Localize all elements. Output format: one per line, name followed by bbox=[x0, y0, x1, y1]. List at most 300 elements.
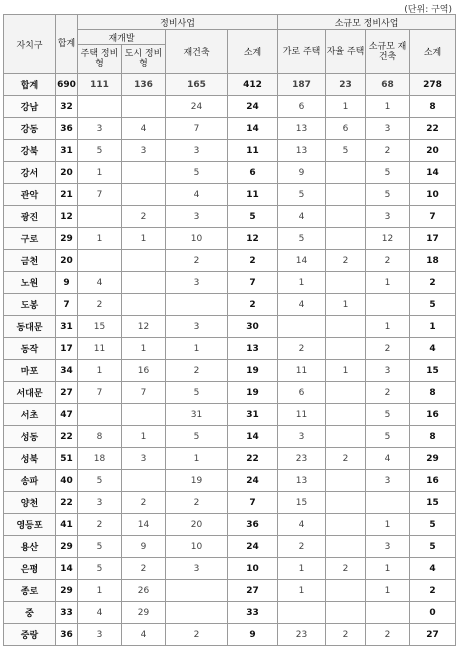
cell-sub1: 36 bbox=[228, 514, 278, 536]
table-row bbox=[4, 536, 456, 558]
cell-name: 동작 bbox=[4, 338, 56, 360]
cell-total: 29 bbox=[56, 536, 78, 558]
table-row bbox=[4, 96, 456, 118]
cell-housing bbox=[78, 250, 122, 272]
cell-small bbox=[366, 492, 410, 514]
cell-sub1: 33 bbox=[228, 602, 278, 624]
cell-housing: 3 bbox=[78, 492, 122, 514]
cell-recon bbox=[166, 580, 228, 602]
cell-small: 1 bbox=[366, 272, 410, 294]
table-row bbox=[4, 316, 456, 338]
cell-auto bbox=[326, 536, 366, 558]
cell-small: 5 bbox=[366, 404, 410, 426]
cell-recon bbox=[166, 602, 228, 624]
cell-name: 양천 bbox=[4, 492, 56, 514]
cell-auto: 23 bbox=[326, 74, 366, 96]
cell-small: 5 bbox=[366, 162, 410, 184]
cell-street: 4 bbox=[278, 514, 326, 536]
cell-sub1: 27 bbox=[228, 580, 278, 602]
header-urban: 도시 정비형 bbox=[122, 45, 166, 74]
table-body bbox=[4, 74, 456, 646]
cell-housing: 5 bbox=[78, 470, 122, 492]
cell-total: 31 bbox=[56, 140, 78, 162]
cell-sub1: 7 bbox=[228, 492, 278, 514]
table-row bbox=[4, 624, 456, 646]
cell-recon: 10 bbox=[166, 228, 228, 250]
cell-urban: 16 bbox=[122, 360, 166, 382]
cell-street: 13 bbox=[278, 470, 326, 492]
cell-small: 3 bbox=[366, 360, 410, 382]
cell-sub1: 24 bbox=[228, 536, 278, 558]
cell-sub2: 20 bbox=[410, 140, 456, 162]
cell-recon: 19 bbox=[166, 470, 228, 492]
cell-housing: 7 bbox=[78, 184, 122, 206]
header-small-recon: 소규모 재건축 bbox=[366, 30, 410, 74]
cell-sub1: 2 bbox=[228, 250, 278, 272]
cell-housing: 1 bbox=[78, 580, 122, 602]
cell-auto: 2 bbox=[326, 558, 366, 580]
cell-recon: 2 bbox=[166, 492, 228, 514]
cell-urban bbox=[122, 96, 166, 118]
cell-recon: 10 bbox=[166, 536, 228, 558]
cell-sub1: 11 bbox=[228, 184, 278, 206]
cell-sub1: 9 bbox=[228, 624, 278, 646]
table-row bbox=[4, 558, 456, 580]
cell-auto: 2 bbox=[326, 250, 366, 272]
cell-small: 2 bbox=[366, 140, 410, 162]
cell-small: 1 bbox=[366, 558, 410, 580]
table-row bbox=[4, 426, 456, 448]
cell-name: 은평 bbox=[4, 558, 56, 580]
cell-small: 2 bbox=[366, 338, 410, 360]
cell-urban: 1 bbox=[122, 228, 166, 250]
header-housing: 주택 정비형 bbox=[78, 45, 122, 74]
cell-urban bbox=[122, 184, 166, 206]
cell-total: 29 bbox=[56, 228, 78, 250]
cell-housing: 7 bbox=[78, 382, 122, 404]
cell-name: 용산 bbox=[4, 536, 56, 558]
cell-recon: 7 bbox=[166, 118, 228, 140]
cell-auto bbox=[326, 580, 366, 602]
cell-sub2: 5 bbox=[410, 514, 456, 536]
cell-auto: 6 bbox=[326, 118, 366, 140]
cell-total: 32 bbox=[56, 96, 78, 118]
cell-recon: 20 bbox=[166, 514, 228, 536]
cell-sub1: 19 bbox=[228, 382, 278, 404]
table-row bbox=[4, 294, 456, 316]
cell-street bbox=[278, 602, 326, 624]
header-small: 소규모 정비사업 bbox=[278, 15, 456, 30]
table-row bbox=[4, 272, 456, 294]
header-reconstruction: 재건축 bbox=[166, 30, 228, 74]
cell-name: 동대문 bbox=[4, 316, 56, 338]
cell-street: 1 bbox=[278, 580, 326, 602]
cell-street: 4 bbox=[278, 294, 326, 316]
cell-street bbox=[278, 316, 326, 338]
cell-sub1: 13 bbox=[228, 338, 278, 360]
cell-sub2: 5 bbox=[410, 294, 456, 316]
cell-name: 강북 bbox=[4, 140, 56, 162]
cell-total: 9 bbox=[56, 272, 78, 294]
header-maintenance: 정비사업 bbox=[78, 15, 278, 30]
cell-street: 11 bbox=[278, 360, 326, 382]
cell-sub2: 16 bbox=[410, 470, 456, 492]
cell-housing: 11 bbox=[78, 338, 122, 360]
cell-housing: 4 bbox=[78, 602, 122, 624]
cell-sub2: 4 bbox=[410, 338, 456, 360]
cell-total: 40 bbox=[56, 470, 78, 492]
cell-housing: 1 bbox=[78, 162, 122, 184]
header-redevelopment: 재개발 bbox=[78, 30, 166, 45]
cell-sub1: 11 bbox=[228, 140, 278, 162]
header-district: 자치구 bbox=[4, 15, 56, 74]
cell-recon: 5 bbox=[166, 162, 228, 184]
cell-urban: 12 bbox=[122, 316, 166, 338]
cell-housing: 8 bbox=[78, 426, 122, 448]
cell-sub2: 17 bbox=[410, 228, 456, 250]
cell-recon: 5 bbox=[166, 426, 228, 448]
cell-sub1: 412 bbox=[228, 74, 278, 96]
cell-sub1: 24 bbox=[228, 470, 278, 492]
cell-sub2: 0 bbox=[410, 602, 456, 624]
cell-street: 5 bbox=[278, 184, 326, 206]
cell-total: 21 bbox=[56, 184, 78, 206]
cell-recon: 1 bbox=[166, 338, 228, 360]
cell-auto bbox=[326, 228, 366, 250]
cell-street: 1 bbox=[278, 272, 326, 294]
cell-urban: 4 bbox=[122, 624, 166, 646]
cell-small: 5 bbox=[366, 184, 410, 206]
table-row bbox=[4, 448, 456, 470]
cell-small: 68 bbox=[366, 74, 410, 96]
cell-sub2: 8 bbox=[410, 96, 456, 118]
cell-auto bbox=[326, 492, 366, 514]
cell-small: 5 bbox=[366, 426, 410, 448]
cell-sub2: 8 bbox=[410, 426, 456, 448]
cell-sub1: 14 bbox=[228, 118, 278, 140]
cell-name: 성북 bbox=[4, 448, 56, 470]
header-total: 합계 bbox=[56, 15, 78, 74]
cell-street: 11 bbox=[278, 404, 326, 426]
cell-total: 31 bbox=[56, 316, 78, 338]
table-row bbox=[4, 184, 456, 206]
cell-street: 14 bbox=[278, 250, 326, 272]
cell-urban bbox=[122, 470, 166, 492]
table-row bbox=[4, 118, 456, 140]
cell-auto: 1 bbox=[326, 96, 366, 118]
cell-sub2: 2 bbox=[410, 272, 456, 294]
table-row bbox=[4, 602, 456, 624]
cell-sub1: 6 bbox=[228, 162, 278, 184]
cell-auto bbox=[326, 470, 366, 492]
cell-housing: 3 bbox=[78, 624, 122, 646]
cell-total: 14 bbox=[56, 558, 78, 580]
cell-street: 9 bbox=[278, 162, 326, 184]
cell-name: 송파 bbox=[4, 470, 56, 492]
cell-street: 6 bbox=[278, 96, 326, 118]
unit-label: (단위: 구역) bbox=[404, 5, 452, 15]
header-subtotal2: 소계 bbox=[410, 30, 456, 74]
table-row bbox=[4, 514, 456, 536]
cell-urban: 9 bbox=[122, 536, 166, 558]
cell-housing: 1 bbox=[78, 360, 122, 382]
cell-total: 41 bbox=[56, 514, 78, 536]
cell-total: 17 bbox=[56, 338, 78, 360]
cell-urban bbox=[122, 162, 166, 184]
cell-total: 36 bbox=[56, 624, 78, 646]
cell-total: 36 bbox=[56, 118, 78, 140]
cell-housing bbox=[78, 96, 122, 118]
table-row bbox=[4, 404, 456, 426]
header-autonomous: 자율 주택 bbox=[326, 30, 366, 74]
cell-housing: 5 bbox=[78, 140, 122, 162]
cell-urban: 1 bbox=[122, 426, 166, 448]
sum-row bbox=[4, 74, 456, 96]
table-row bbox=[4, 250, 456, 272]
cell-recon: 3 bbox=[166, 206, 228, 228]
cell-total: 20 bbox=[56, 250, 78, 272]
cell-recon: 2 bbox=[166, 360, 228, 382]
cell-housing: 3 bbox=[78, 118, 122, 140]
table-row bbox=[4, 338, 456, 360]
cell-total: 22 bbox=[56, 426, 78, 448]
cell-auto bbox=[326, 184, 366, 206]
cell-sub2: 18 bbox=[410, 250, 456, 272]
cell-name: 금천 bbox=[4, 250, 56, 272]
cell-recon bbox=[166, 294, 228, 316]
cell-name: 영등포 bbox=[4, 514, 56, 536]
cell-sub1: 7 bbox=[228, 272, 278, 294]
cell-sub2: 278 bbox=[410, 74, 456, 96]
cell-auto bbox=[326, 404, 366, 426]
cell-street: 13 bbox=[278, 140, 326, 162]
cell-street: 4 bbox=[278, 206, 326, 228]
cell-auto: 1 bbox=[326, 360, 366, 382]
cell-urban: 14 bbox=[122, 514, 166, 536]
cell-name: 성동 bbox=[4, 426, 56, 448]
cell-housing: 15 bbox=[78, 316, 122, 338]
cell-urban: 7 bbox=[122, 382, 166, 404]
cell-sub2: 22 bbox=[410, 118, 456, 140]
cell-auto bbox=[326, 272, 366, 294]
cell-urban bbox=[122, 250, 166, 272]
cell-auto: 1 bbox=[326, 294, 366, 316]
cell-small: 2 bbox=[366, 250, 410, 272]
cell-auto bbox=[326, 514, 366, 536]
cell-recon: 4 bbox=[166, 184, 228, 206]
cell-recon: 2 bbox=[166, 250, 228, 272]
cell-small: 2 bbox=[366, 624, 410, 646]
cell-housing: 2 bbox=[78, 294, 122, 316]
cell-name: 강남 bbox=[4, 96, 56, 118]
cell-name: 도봉 bbox=[4, 294, 56, 316]
cell-sub1: 22 bbox=[228, 448, 278, 470]
cell-urban: 3 bbox=[122, 140, 166, 162]
cell-name: 노원 bbox=[4, 272, 56, 294]
cell-sub1: 30 bbox=[228, 316, 278, 338]
cell-total: 34 bbox=[56, 360, 78, 382]
cell-auto: 2 bbox=[326, 624, 366, 646]
cell-sub1: 12 bbox=[228, 228, 278, 250]
table-row bbox=[4, 162, 456, 184]
cell-housing: 1 bbox=[78, 228, 122, 250]
cell-urban: 29 bbox=[122, 602, 166, 624]
cell-recon: 3 bbox=[166, 272, 228, 294]
cell-urban: 1 bbox=[122, 338, 166, 360]
cell-sub2: 27 bbox=[410, 624, 456, 646]
cell-small: 3 bbox=[366, 206, 410, 228]
cell-street: 187 bbox=[278, 74, 326, 96]
cell-total: 690 bbox=[56, 74, 78, 96]
cell-housing: 4 bbox=[78, 272, 122, 294]
cell-urban: 2 bbox=[122, 558, 166, 580]
cell-sub1: 31 bbox=[228, 404, 278, 426]
cell-total: 7 bbox=[56, 294, 78, 316]
cell-name: 중 bbox=[4, 602, 56, 624]
cell-housing: 18 bbox=[78, 448, 122, 470]
cell-sub1: 2 bbox=[228, 294, 278, 316]
cell-small: 3 bbox=[366, 536, 410, 558]
cell-street: 23 bbox=[278, 448, 326, 470]
cell-small bbox=[366, 294, 410, 316]
cell-name: 중랑 bbox=[4, 624, 56, 646]
cell-small: 1 bbox=[366, 514, 410, 536]
cell-sub2: 2 bbox=[410, 580, 456, 602]
cell-name: 광진 bbox=[4, 206, 56, 228]
cell-total: 22 bbox=[56, 492, 78, 514]
table-row bbox=[4, 140, 456, 162]
cell-name: 서대문 bbox=[4, 382, 56, 404]
cell-housing bbox=[78, 404, 122, 426]
cell-sub2: 14 bbox=[410, 162, 456, 184]
cell-street: 23 bbox=[278, 624, 326, 646]
cell-name: 구로 bbox=[4, 228, 56, 250]
cell-sub1: 19 bbox=[228, 360, 278, 382]
cell-sub2: 7 bbox=[410, 206, 456, 228]
cell-urban: 4 bbox=[122, 118, 166, 140]
cell-housing: 2 bbox=[78, 514, 122, 536]
cell-auto bbox=[326, 338, 366, 360]
cell-name: 마포 bbox=[4, 360, 56, 382]
cell-small: 1 bbox=[366, 96, 410, 118]
table-row bbox=[4, 470, 456, 492]
cell-recon: 3 bbox=[166, 316, 228, 338]
cell-street: 3 bbox=[278, 426, 326, 448]
cell-street: 1 bbox=[278, 558, 326, 580]
cell-name: 강서 bbox=[4, 162, 56, 184]
header-subtotal1: 소계 bbox=[228, 30, 278, 74]
cell-total: 33 bbox=[56, 602, 78, 624]
cell-urban bbox=[122, 294, 166, 316]
cell-recon: 3 bbox=[166, 140, 228, 162]
cell-total: 20 bbox=[56, 162, 78, 184]
cell-small: 3 bbox=[366, 118, 410, 140]
cell-urban: 2 bbox=[122, 206, 166, 228]
cell-urban bbox=[122, 404, 166, 426]
header-street: 가로 주택 bbox=[278, 30, 326, 74]
cell-street: 15 bbox=[278, 492, 326, 514]
cell-auto bbox=[326, 382, 366, 404]
cell-total: 29 bbox=[56, 580, 78, 602]
cell-small: 1 bbox=[366, 316, 410, 338]
cell-recon: 5 bbox=[166, 382, 228, 404]
cell-sub2: 16 bbox=[410, 404, 456, 426]
cell-street: 13 bbox=[278, 118, 326, 140]
table-row bbox=[4, 360, 456, 382]
cell-sub2: 10 bbox=[410, 184, 456, 206]
cell-auto bbox=[326, 206, 366, 228]
cell-auto bbox=[326, 426, 366, 448]
cell-housing: 5 bbox=[78, 558, 122, 580]
table-row bbox=[4, 382, 456, 404]
cell-street: 5 bbox=[278, 228, 326, 250]
cell-auto bbox=[326, 316, 366, 338]
cell-street: 6 bbox=[278, 382, 326, 404]
cell-street: 2 bbox=[278, 338, 326, 360]
cell-total: 47 bbox=[56, 404, 78, 426]
cell-small: 1 bbox=[366, 580, 410, 602]
cell-sub1: 10 bbox=[228, 558, 278, 580]
cell-sub1: 5 bbox=[228, 206, 278, 228]
cell-small: 2 bbox=[366, 382, 410, 404]
cell-name: 서초 bbox=[4, 404, 56, 426]
table-row bbox=[4, 580, 456, 602]
cell-sub2: 1 bbox=[410, 316, 456, 338]
cell-sub2: 15 bbox=[410, 492, 456, 514]
table-row bbox=[4, 492, 456, 514]
cell-recon: 24 bbox=[166, 96, 228, 118]
cell-urban bbox=[122, 272, 166, 294]
cell-recon: 1 bbox=[166, 448, 228, 470]
cell-recon: 31 bbox=[166, 404, 228, 426]
cell-auto: 2 bbox=[326, 448, 366, 470]
cell-recon: 165 bbox=[166, 74, 228, 96]
cell-auto: 5 bbox=[326, 140, 366, 162]
cell-sub2: 29 bbox=[410, 448, 456, 470]
table-row bbox=[4, 228, 456, 250]
cell-small: 4 bbox=[366, 448, 410, 470]
cell-urban: 3 bbox=[122, 448, 166, 470]
cell-total: 12 bbox=[56, 206, 78, 228]
cell-urban: 136 bbox=[122, 74, 166, 96]
table-row bbox=[4, 206, 456, 228]
cell-recon: 2 bbox=[166, 624, 228, 646]
cell-small: 3 bbox=[366, 470, 410, 492]
cell-sub2: 8 bbox=[410, 382, 456, 404]
cell-sub1: 24 bbox=[228, 96, 278, 118]
cell-name: 강동 bbox=[4, 118, 56, 140]
cell-street: 2 bbox=[278, 536, 326, 558]
cell-small bbox=[366, 602, 410, 624]
cell-auto bbox=[326, 602, 366, 624]
cell-housing bbox=[78, 206, 122, 228]
cell-housing: 5 bbox=[78, 536, 122, 558]
cell-auto bbox=[326, 162, 366, 184]
district-table bbox=[3, 14, 456, 646]
cell-sub2: 4 bbox=[410, 558, 456, 580]
cell-name: 종로 bbox=[4, 580, 56, 602]
cell-name: 관악 bbox=[4, 184, 56, 206]
cell-sub2: 15 bbox=[410, 360, 456, 382]
cell-recon: 3 bbox=[166, 558, 228, 580]
cell-name: 합계 bbox=[4, 74, 56, 96]
cell-housing: 111 bbox=[78, 74, 122, 96]
cell-urban: 26 bbox=[122, 580, 166, 602]
cell-sub1: 14 bbox=[228, 426, 278, 448]
cell-small: 12 bbox=[366, 228, 410, 250]
cell-sub2: 5 bbox=[410, 536, 456, 558]
cell-urban: 2 bbox=[122, 492, 166, 514]
